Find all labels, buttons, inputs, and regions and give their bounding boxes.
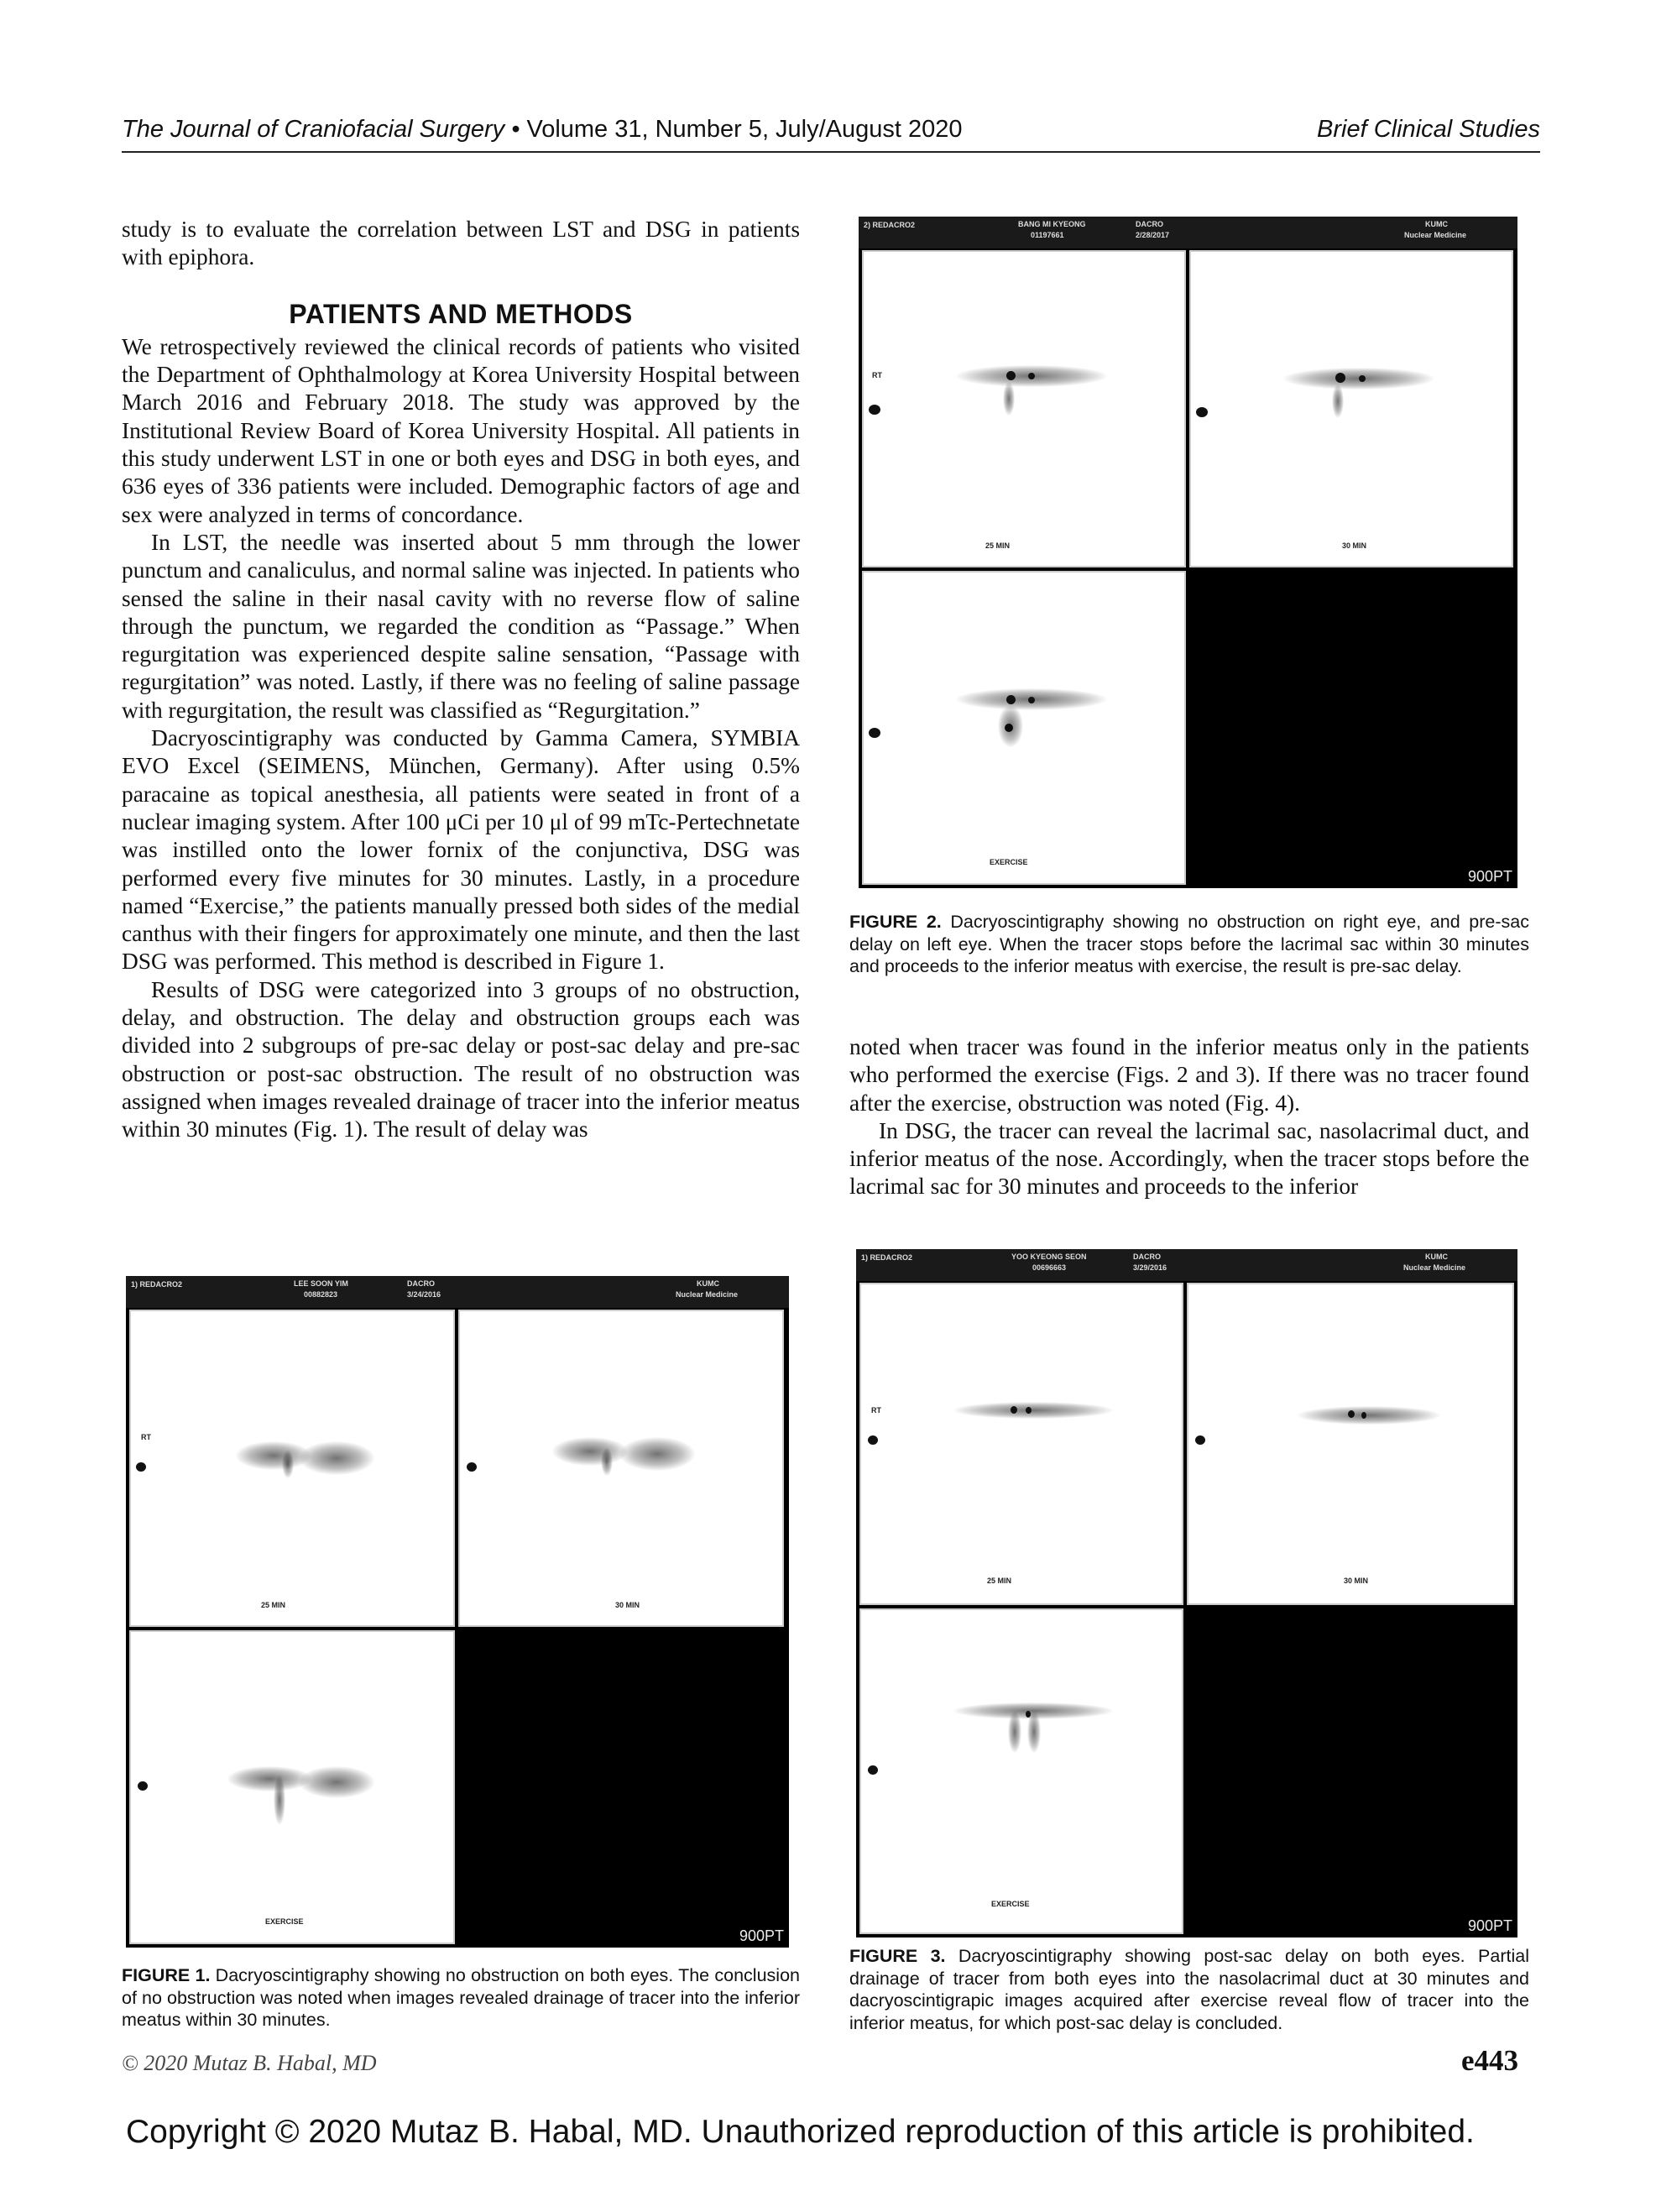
page-number: e443 (1460, 2044, 1518, 2077)
figure-2-image (859, 217, 1517, 888)
paragraph-4: Results of DSG were categorized into 3 groups of no obstruction, delay, and obstruction. The delay and obstruction groups each was divided into 2 subgroups of pre-sac delay or post-sac delay and pre-sac obstruction or post-sac obstruction. The result of no obstruction was assigned when images revealed drainage of tracer into the inferior meatus within 30 minutes (Fig. 1). The result of delay was (122, 976, 800, 1143)
figure-3-panel-30min: 30 MIN (1187, 1283, 1514, 1605)
figure-3-panel-empty (1187, 1608, 1514, 1934)
figure-3-panel-exercise: EXERCISE (859, 1608, 1183, 1934)
figure-2-caption: FIGURE 2. Dacryoscintigraphy showing no obstruction on right eye, and pre-sac delay on left eye. When the tracer stops before the lacrimal sac within 30 minutes and proceeds to the inferior meatus with exercise, the result is pre-sac delay. (849, 912, 1529, 976)
figure-3-tag: 900PT (1467, 1917, 1512, 1934)
figure-3-panel-25min: RT 25 MIN (859, 1283, 1183, 1605)
figure-1-image (126, 1276, 789, 1948)
intro-end: study is to evaluate the correlation between LST and DSG in patients with epiphora. (122, 217, 800, 270)
copyright-banner: Copyright © 2020 Mutaz B. Habal, MD. Unauthorized reproduction of this article is prohibited. (126, 2114, 1475, 2150)
paragraph-3: Dacryoscintigraphy was conducted by Gamma Camera, SYMBIA EVO Excel (SEIMENS, München, Germany). After using 0.5% paracaine as topical anesthesia, all patients were seated in front of a nuclear imaging system. After 100 μCi per 10 μl of 99 mTc-Pertechnetate was instilled onto the lower fornix of the conjunctiva, DSG was performed every five minutes for 30 minutes. Lastly, in a procedure named “Exercise,” the patients manually pressed both sides of the medial canthus with their fingers for approximately one minute, and then the last DSG was performed. This method is described in Figure 1. (122, 725, 800, 975)
paragraph-2: In LST, the needle was inserted about 5 mm through the lower punctum and canaliculus, and normal saline was injected. In patients who sensed the saline in their nasal cavity with no reverse flow of saline through the punctum, we regarded the condition as “Passage.” When regurgitation was experienced despite saline sensation, “Passage with regurgitation” was noted. Lastly, if there was no feeling of saline passage with regurgitation, the result was classified as “Regurgitation.” (122, 529, 800, 723)
paragraph-6: In DSG, the tracer can reveal the lacrimal sac, nasolacrimal duct, and inferior meatus of the nose. Accordingly, when the tracer stops before the lacrimal sac for 30 minutes and proceeds to the inferior (849, 1117, 1529, 1200)
figure-1-panel-empty (458, 1630, 784, 1944)
figure-2-header: 2) REDACRO2 BANG MI KYEONG 01197661 DACRO 2/28/2017 KUMC Nuclear Medicine (859, 217, 1517, 248)
figure-2-panel-30min: 30 MIN (1189, 250, 1513, 567)
figure-2-panel-empty (1189, 571, 1513, 885)
figure-2-tag: 900PT (1467, 868, 1512, 885)
figure-1-panel-30min: 30 MIN (458, 1310, 784, 1627)
figure-1-caption: FIGURE 1. Dacryoscintigraphy showing no obstruction on both eyes. The conclusion of no obstruction was noted when images revealed drainage of tracer into the inferior meatus within 30 minutes. (122, 1965, 800, 2030)
figure-2-panel-exercise: EXERCISE (862, 571, 1186, 885)
journal-volume: The Journal of Craniofacial Surgery • Volume 31, Number 5, July/August 2020 (122, 116, 963, 143)
figure-3-caption: FIGURE 3. Dacryoscintigraphy showing post-sac delay on both eyes. Partial drainage of tracer from both eyes into the nasolacrimal duct at 30 minutes and dacryoscintigrapic images acquired after exercise reveal flow of tracer into the inferior meatus, for which post-sac delay is concluded. (849, 1946, 1529, 2033)
figure-2-panel-25min: RT 25 MIN (862, 250, 1186, 567)
paragraph-1: We retrospectively reviewed the clinical records of patients who visited the Department of Ophthalmology at Korea University Hospital between March 2016 and February 2018. The study was approved by the Institutional Review Board of Korea University Hospital. All patients in this study underwent LST in one or both eyes and DSG in both eyes, and 636 eyes of 336 patients were included. Demographic factors of age and sex were analyzed in terms of concordance. (122, 333, 800, 527)
paragraph-5: noted when tracer was found in the inferior meatus only in the patients who performed the exercise (Figs. 2 and 3). If there was no tracer found after the exercise, obstruction was noted (Fig. 4). (849, 1034, 1529, 1116)
right-column (849, 1033, 1529, 1201)
figure-1-header: 1) REDACRO2 LEE SOON YIM 00882823 DACRO 3/24/2016 KUMC Nuclear Medicine (126, 1276, 789, 1308)
copyright-small: © 2020 Mutaz B. Habal, MD (122, 2051, 377, 2075)
figure-3-header: 1) REDACRO2 YOO KYEONG SEON 00696663 DACRO 3/29/2016 KUMC Nuclear Medicine (856, 1249, 1517, 1281)
running-head (122, 116, 1540, 153)
figure-1-panel-exercise: EXERCISE (129, 1630, 455, 1944)
section-name: Brief Clinical Studies (1317, 116, 1540, 143)
figure-1-panel-25min: RT 25 MIN (129, 1310, 455, 1627)
left-column (122, 216, 800, 1144)
section-heading: PATIENTS AND METHODS (289, 298, 633, 329)
figure-1-tag: 900PT (739, 1927, 784, 1944)
figure-3-image (856, 1249, 1517, 1937)
